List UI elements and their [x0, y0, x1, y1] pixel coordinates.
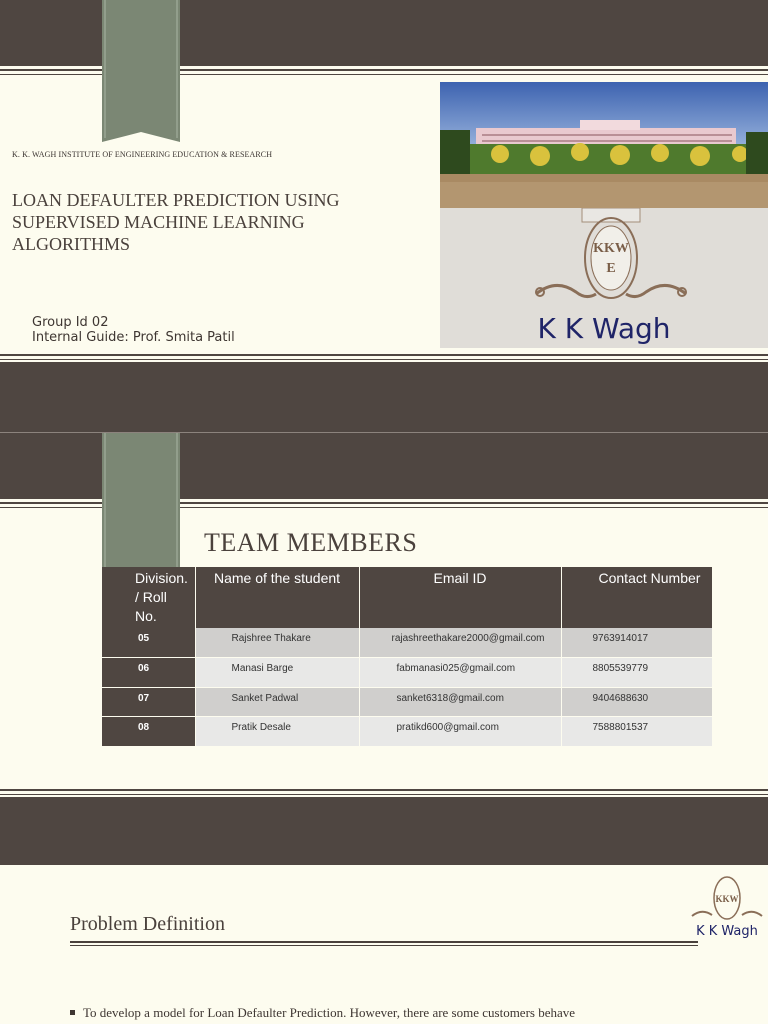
svg-text:KKW: KKW	[715, 894, 739, 904]
problem-bullet-text: To develop a model for Loan Defaulter Prediction. However, there are some customers behave	[83, 1005, 576, 1020]
name-cell: Manasi Barge	[195, 658, 359, 688]
header-name: Name of the student	[195, 567, 359, 628]
internal-guide: Internal Guide: Prof. Smita Patil	[32, 330, 235, 345]
slide-title	[0, 0, 768, 362]
email-cell: rajashreethakare2000@gmail.com	[359, 628, 561, 658]
bullet-icon	[70, 1010, 75, 1015]
problem-title-rule	[70, 941, 698, 943]
slide3-top-band	[0, 797, 768, 865]
kk-wagh-logo-text: K K Wagh	[537, 312, 671, 345]
contact-cell: 7588801537	[561, 717, 712, 747]
email-cell: sanket6318@gmail.com	[359, 687, 561, 717]
header-roll: Division. / Roll No.	[102, 567, 195, 628]
svg-text:E: E	[606, 261, 616, 276]
project-meta	[32, 315, 235, 345]
ribbon-bookmark	[102, 0, 180, 145]
bottom-rule-2	[0, 359, 768, 360]
header-email: Email ID	[359, 567, 561, 628]
name-cell: Pratik Desale	[195, 717, 359, 747]
slide2-bottom-rule	[0, 789, 768, 791]
roll-cell: 08	[102, 717, 195, 747]
email-cell: fabmanasi025@gmail.com	[359, 658, 561, 688]
group-id: Group Id 02	[32, 315, 109, 330]
table-row	[102, 628, 712, 658]
svg-text:KKW: KKW	[593, 241, 629, 256]
kk-wagh-small-logo-text: K K Wagh	[696, 924, 758, 939]
name-cell: Rajshree Thakare	[195, 628, 359, 658]
table-row	[102, 658, 712, 688]
table-row	[102, 687, 712, 717]
kk-wagh-seal-icon	[526, 208, 696, 308]
bottom-rule	[0, 354, 768, 356]
contact-cell: 9404688630	[561, 687, 712, 717]
slide-gap-band	[0, 362, 768, 432]
team-members-title: TEAM MEMBERS	[204, 528, 418, 557]
slide2-bottom-rule-2	[0, 794, 768, 795]
roll-cell: 06	[102, 658, 195, 688]
team-members-table	[102, 567, 713, 747]
presentation-title: LOAN DEFAULTER PREDICTION USING SUPERVISED MACHINE LEARNING ALGORITHMS	[12, 190, 340, 254]
problem-bullet	[70, 1004, 710, 1021]
institute-name: K. K. WAGH INSTITUTE OF ENGINEERING EDUCATION & RESEARCH	[12, 150, 273, 159]
contact-cell: 8805539779	[561, 658, 712, 688]
table-row	[102, 717, 712, 747]
name-cell: Sanket Padwal	[195, 687, 359, 717]
header-contact: Contact Number	[561, 567, 712, 628]
contact-cell: 9763914017	[561, 628, 712, 658]
roll-cell: 05	[102, 628, 195, 658]
kk-wagh-small-logo	[688, 872, 766, 942]
kk-wagh-seal-icon	[688, 872, 766, 924]
kk-wagh-logo-panel	[440, 208, 768, 348]
campus-photo	[440, 82, 768, 208]
email-cell: pratikd600@gmail.com	[359, 717, 561, 747]
problem-title-rule-2	[70, 945, 698, 946]
roll-cell: 07	[102, 687, 195, 717]
table-header-row	[102, 567, 712, 628]
ribbon-bookmark-2	[102, 433, 180, 569]
problem-definition-title: Problem Definition	[70, 913, 225, 935]
